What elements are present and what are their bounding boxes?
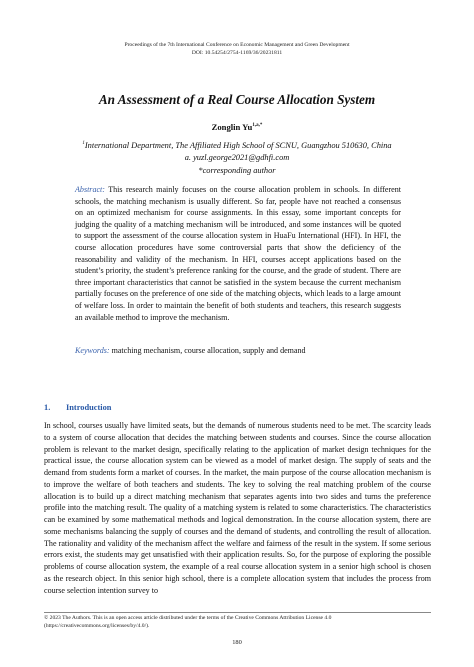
keywords-text: matching mechanism, course allocation, supply and demand (111, 346, 306, 355)
abstract-label: Abstract: (75, 185, 105, 194)
doi: DOI: 10.54254/2754-1169/36/20231811 (191, 50, 283, 56)
proceedings-title: Proceedings of the 7th International Conference on Economic Management and Green Development (124, 42, 350, 48)
page-number: 180 (232, 639, 242, 646)
author-email[interactable]: a. yuzl.george2021@gdhfi.com (184, 153, 290, 163)
body-paragraph: In school, courses usually have limited seats, but the demands of numerous students need to be met. The scarcity leads to a system of course allocation that decides the matching between students and courses. Since the course allocation problem is relevant to the market design, specifically relating to the application of market design techniques for the practical issue, the course allocation system can be viewed as a model of market design. The supply of seats and the demand from students form a market of courses. In the market, the main purpose of the course allocation mechanism is to improve the welfare of both teachers and students. The key to solving the real matching problem of the course allocation is to build up a direct matching mechanism that separates agents into two sides and turns the preference profile into the matching result. The quality of a matching system is related to some characteristics. The characteristics can be examined by some mathematical methods and logical demonstration. In the course allocation system, there are some mechanisms balancing the supply of courses and the demand of students, and controlling the result of allocation. The rationality and validity of the mechanism affect the welfare and fairness of the result in the system. If some serious errors exist, the students may get unsatisfied with their application results. So, for the purpose of exploring the possible problems of course allocation system, the example of a real course allocation system in a senior high school is chosen as the research object. In this senior high school, there is a complete allocation system that includes the process from course selection intention survey to (44, 421, 431, 595)
license-text: © 2023 The Authors. This is an open access article distributed under the terms of the Creative Commons Attribution License 4.0 (44, 615, 332, 621)
author-superscript: 1,a,* (252, 123, 263, 129)
license-footer (44, 615, 431, 630)
keywords (75, 345, 401, 357)
section-title: Introduction (66, 403, 112, 412)
corresponding-author-note: *corresponding author (198, 165, 276, 175)
license-url[interactable]: (https://creativecommons.org/licenses/by/4.0/). (44, 622, 150, 629)
affiliation-block (0, 138, 474, 177)
keywords-label: Keywords: (75, 346, 110, 355)
author-name: Zonglin Yu (211, 122, 253, 132)
affiliation-line (0, 138, 474, 152)
affiliation-text: International Department, The Affiliated High School of SCNU, Guangzhou 510630, China (84, 140, 392, 150)
section-heading (44, 403, 111, 412)
author-line (0, 122, 474, 132)
proceedings-header (0, 41, 474, 57)
paper-title: An Assessment of a Real Course Allocation System (98, 92, 376, 107)
abstract-text: This research mainly focuses on the course allocation problem in schools. In different schools, the matching mechanism is usually different. So far, people have not reached a consensus on an optimized mechanism for course assignments. In this essay, some important concepts for judging the quality of a matching mechanism will be introduced, and some instances will be quoted to support the assessment of the course allocation system in HuaFu International (HFI). In HFI, the course allocation procedures have some controversial parts that show the deficiency of the reasonability and validity of the mechanism. In HFI, courses accept applications based on the student’s priority, the student’s preference ranking for the course, and the grade of student. There are three important characteristics that cannot be satisfied in the system because the current mechanism partially focuses on the preference of one side of the matching objects, which leads to a large amount of welfare loss. In order to maintain the benefit of both students and teachers, this research suggests an available method to improve the mechanism. (75, 185, 401, 322)
section-number: 1. (44, 403, 51, 412)
footer-divider (44, 612, 431, 613)
abstract (75, 184, 401, 323)
affiliation-superscript: 1 (82, 141, 85, 146)
